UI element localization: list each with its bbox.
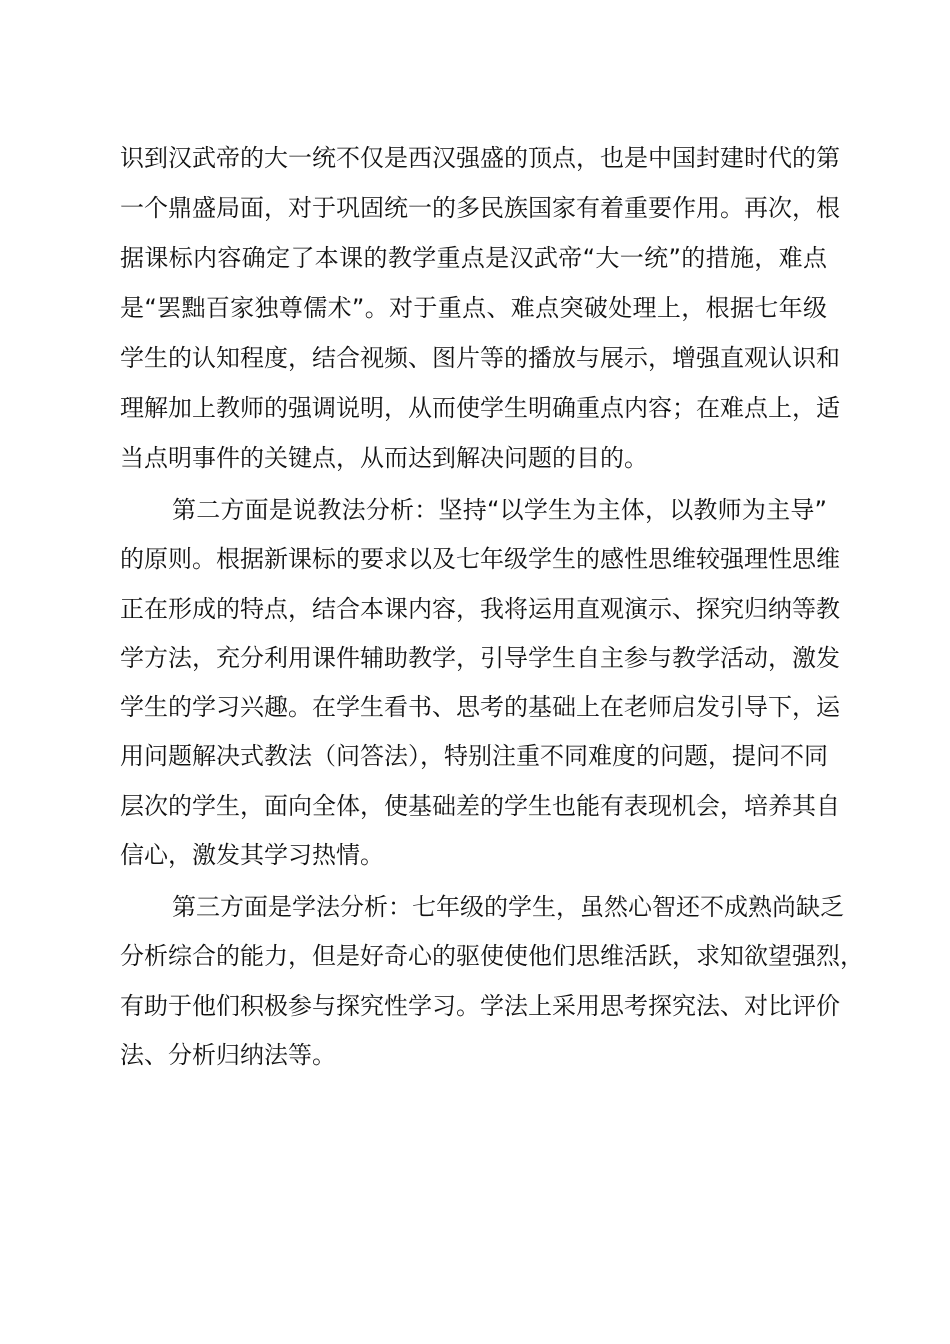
text-line: 学生的认知程度，结合视频、图片等的播放与展示，增强直观认识和: [120, 344, 840, 372]
text-line: 学方法，充分利用课件辅助教学，引导学生自主参与教学活动，激发: [120, 644, 840, 672]
text-line: 用问题解决式教法（问答法），特别注重不同难度的问题，提问不同: [120, 742, 828, 770]
text-line: 法、分析归纳法等。: [120, 1041, 336, 1069]
text-line: 据课标内容确定了本课的教学重点是汉武帝“大一统”的措施，难点: [120, 244, 827, 272]
text-line: 是“罢黜百家独尊儒术”。对于重点、难点突破处理上，根据七年级: [120, 294, 827, 322]
text-line: 第二方面是说教法分析：坚持“以学生为主体，以教师为主导”: [172, 496, 827, 524]
text-line: 学生的学习兴趣。在学生看书、思考的基础上在老师启发引导下，运: [120, 693, 840, 721]
text-line: 识到汉武帝的大一统不仅是西汉强盛的顶点，也是中国封建时代的第: [120, 144, 840, 172]
text-line: 一个鼎盛局面，对于巩固统一的多民族国家有着重要作用。再次，根: [120, 194, 840, 222]
text-line: 当点明事件的关键点，从而达到解决问题的目的。: [120, 444, 648, 472]
text-line: 的原则。根据新课标的要求以及七年级学生的感性思维较强理性思维: [120, 545, 840, 573]
text-line: 分析综合的能力，但是好奇心的驱使使他们思维活跃，求知欲望强烈，: [120, 942, 864, 970]
text-line: 层次的学生，面向全体，使基础差的学生也能有表现机会，培养其自: [120, 792, 840, 820]
text-line: 正在形成的特点，结合本课内容，我将运用直观演示、探究归纳等教: [120, 595, 840, 623]
text-line: 信心，激发其学习热情。: [120, 841, 384, 869]
text-line: 有助于他们积极参与探究性学习。学法上采用思考探究法、对比评价: [120, 992, 840, 1020]
text-line: 理解加上教师的强调说明，从而使学生明确重点内容；在难点上，适: [120, 394, 840, 422]
text-line: 第三方面是学法分析：七年级的学生，虽然心智还不成熟尚缺乏: [172, 893, 844, 921]
